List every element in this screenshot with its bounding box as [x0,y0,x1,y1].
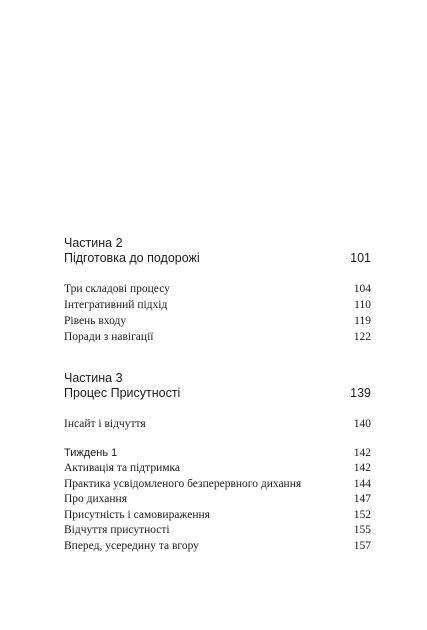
part-page-number: 101 [350,251,371,265]
toc-entry-page: 104 [353,283,371,295]
table-of-contents [64,0,371,630]
toc-entry-label: Присутність і самовираження [64,509,210,521]
toc-entry [64,478,371,490]
toc-entry [64,462,371,474]
toc-entry-page: 157 [353,540,371,552]
toc-entry [64,524,371,536]
part-page-number: 139 [350,386,371,400]
toc-entry-label: Відчуття присутності [64,524,170,536]
part-heading [64,236,371,250]
toc-entry-page: 122 [353,331,371,343]
part-title-row [64,251,371,265]
toc-entry-label: Активація та підтримка [64,462,181,474]
toc-entry-label: Інсайт і відчуття [64,418,146,430]
toc-entry-page: 144 [353,478,371,490]
week-heading-row [64,447,371,459]
toc-entry-label: Поради з навігації [64,331,154,343]
toc-entry [64,331,371,343]
toc-entry-page: 140 [353,418,371,430]
toc-entry-label: Про дихання [64,493,127,505]
toc-entry-page: 142 [353,462,371,474]
toc-entry-label: Вперед, усередину та вгору [64,540,199,552]
part-heading-label: Частина 3 [64,371,123,385]
toc-entry [64,315,371,327]
toc-entry-label: Три складові процесу [64,283,170,295]
part-title: Процес Присутності [64,386,181,400]
toc-entry-page: 147 [353,493,371,505]
toc-entry [64,540,371,552]
toc-entry [64,418,371,430]
toc-entry [64,299,371,311]
toc-entry [64,509,371,521]
toc-entry-page: 119 [354,315,371,327]
toc-entry [64,493,371,505]
part-title: Підготовка до подорожі [64,251,200,265]
toc-entry-page: 110 [354,299,371,311]
toc-entry-label: Рівень входу [64,315,127,327]
part-heading-label: Частина 2 [64,236,123,250]
toc-entry-page: 152 [353,509,371,521]
week-page-number: 142 [353,447,371,459]
toc-entry-page: 155 [353,524,371,536]
toc-entry [64,283,371,295]
toc-entry-label: Практика усвідомленого безперервного дихання [64,478,302,490]
week-heading: Тиждень 1 [64,447,118,459]
part-heading [64,371,371,385]
toc-entry-label: Інтегративний підхід [64,299,168,311]
part-title-row [64,386,371,400]
